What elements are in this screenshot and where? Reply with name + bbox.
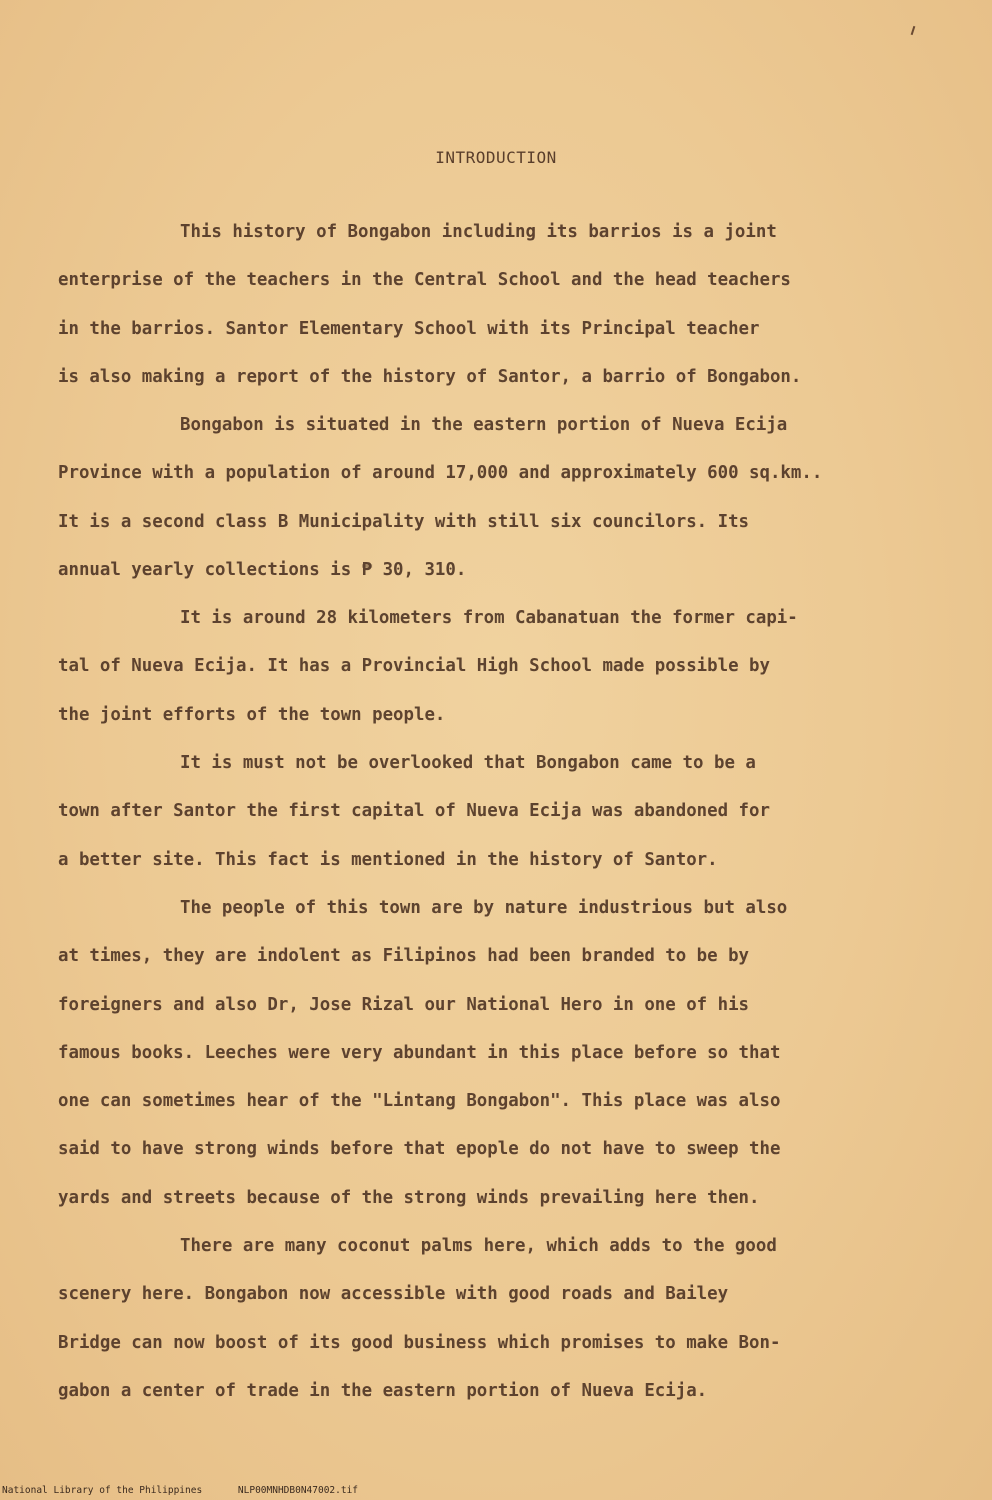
text-line: one can sometimes hear of the "Lintang Bongabon". This place was also [58,1091,781,1112]
text-line: said to have strong winds before that epople do not have to sweep the [58,1139,781,1160]
text-line: the joint efforts of the town people. [58,704,446,725]
text-line: Bongabon is situated in the eastern portion of Nueva Ecija [180,415,788,435]
text-line: This history of Bongabon including its barrios is a joint [180,222,777,242]
text-line: It is around 28 kilometers from Cabanatuan the former capi- [180,608,798,628]
paragraph [58,753,938,898]
paragraph [58,1236,938,1429]
paragraph [58,415,938,608]
pen-mark [911,26,916,35]
text-line: There are many coconut palms here, which adds to the good [180,1236,777,1256]
page-title: INTRODUCTION [435,148,557,167]
text-line: The people of this town are by nature industrious but also [180,898,788,918]
text-line: famous books. Leeches were very abundant in this place before so that [58,1042,781,1063]
paragraph [58,222,938,415]
text-line: in the barrios. Santor Elementary School with its Principal teacher [58,318,760,339]
text-line: Province with a population of around 17,000 and approximately 600 sq.km.. [58,463,823,484]
text-line: scenery here. Bongabon now accessible with good roads and Bailey [58,1284,729,1305]
paragraph [58,608,938,753]
text-line: enterprise of the teachers in the Central School and the head teachers [58,270,791,291]
text-line: gabon a center of trade in the eastern portion of Nueva Ecija. [58,1380,708,1401]
text-line: at times, they are indolent as Filipinos had been branded to be by [58,946,750,967]
paragraph [58,898,938,1236]
text-line: a better site. This fact is mentioned in the history of Santor. [58,849,718,870]
scan-footer [2,1485,388,1496]
footer-filename: NLP00MNHDB0N47002.tif [237,1485,359,1496]
text-line: town after Santor the first capital of Nueva Ecija was abandoned for [58,801,770,822]
text-line: foreigners and also Dr, Jose Rizal our National Hero in one of his [58,994,750,1015]
text-line: It is must not be overlooked that Bongabon came to be a [180,753,756,773]
text-line: Bridge can now boost of its good business which promises to make Bon- [58,1332,781,1353]
text-line: It is a second class B Municipality with still six councilors. Its [58,511,750,532]
text-line: is also making a report of the history of Santor, a barrio of Bongabon. [58,366,802,387]
text-line: tal of Nueva Ecija. It has a Provincial High School made possible by [58,656,770,677]
text-line: annual yearly collections is ₱ 30, 310. [58,559,467,580]
footer-source: National Library of the Philippines [2,1485,203,1496]
text-line: yards and streets because of the strong winds prevailing here then. [58,1187,760,1208]
